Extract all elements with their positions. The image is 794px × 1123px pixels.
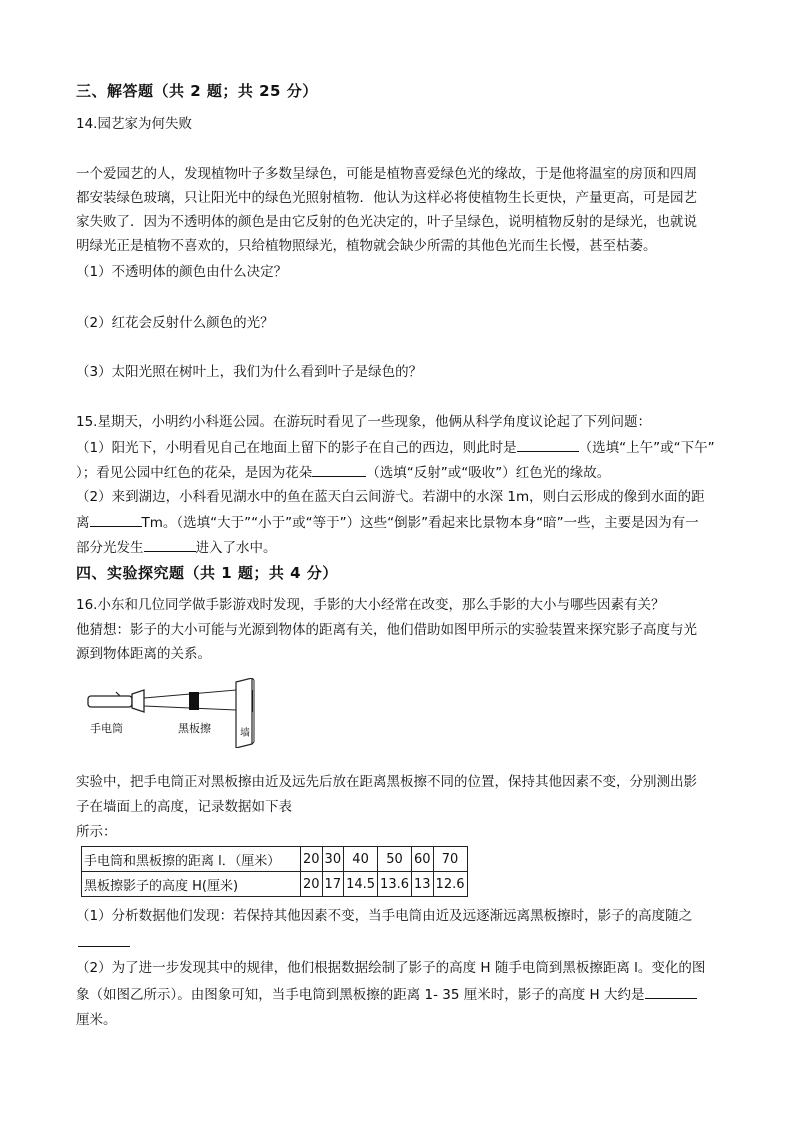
answer-blank[interactable] (645, 984, 697, 999)
q15-line2-text: ）；看见公园中红色的花朵，是因为花朵 (76, 465, 313, 481)
answer-blank[interactable] (312, 462, 366, 477)
answer-blank[interactable] (517, 437, 579, 452)
label-flashlight: 手电筒 (90, 722, 123, 735)
flashlight-body (88, 696, 132, 707)
table-cell: 20 (301, 847, 323, 872)
q16-line5: 子在墙面上的高度，记录数据如下表 (76, 799, 292, 815)
q14-para-line: 一个爱园艺的人，发现植物叶子多数呈绿色，可能是植物喜爱绿色光的缘故，于是他将温室的房顶和四周 (76, 166, 697, 182)
q15-line4-text: 离 (76, 515, 90, 531)
q16-line4: 实验中，把手电筒正对黑板擦由近及远先后放在距离黑板擦不同的位置，保持其他因素不变，分别测出影 (76, 774, 697, 790)
table-cell: 30 (322, 847, 344, 872)
q15-line3: （2）来到湖边，小科看见湖水中的鱼在蓝天白云间游弋。若湖中的水深 1m，则白云形成的像到水面的距 (76, 489, 705, 505)
q14-para-line: 家失败了．因为不透明体的颜色是由它反射的色光决定的，叶子呈绿色，说明植物反射的是绿光，也就说 (76, 214, 697, 230)
q14-sub3: （3）太阳光照在树叶上，我们为什么看到叶子是绿色的？ (76, 364, 423, 380)
q15-intro: 15.星期天，小明约小科逛公园。在游玩时看见了一些现象，他俩从科学角度议论起了下列问题： (76, 414, 651, 430)
q16-sub2-line1: （2）为了进一步发现其中的规律，他们根据数据绘制了影子的高度 H 随手电筒到黑板擦距离 l。变化的图 (76, 960, 706, 976)
table-cell: 20 (301, 872, 323, 897)
q14-title: 14.园艺家为何失败 (76, 116, 192, 132)
table-row-label: 黑板擦影子的高度 H(厘米) (82, 872, 301, 897)
table-cell: 17 (322, 872, 344, 897)
q16-line6: 所示： (76, 824, 117, 840)
answer-blank[interactable] (144, 537, 196, 552)
q15-line5-rest: 进入了水中。 (195, 540, 277, 556)
table-cell: 13.6 (378, 872, 412, 897)
q16-sub2-line2 (76, 984, 697, 1005)
table-row (82, 872, 468, 897)
q16-sub2-line3: 厘米。 (76, 1012, 117, 1028)
q15-line4-rest: Tm。（选填“大于”“小于”或“等于”）这些“倒影”看起来比景物本身“暗”一些，主要是因为有一 (141, 515, 699, 531)
table-cell: 70 (433, 847, 467, 872)
answer-blank[interactable] (90, 512, 142, 527)
q15-line5 (76, 537, 277, 558)
q16-line3: 源到物体距离的关系。 (76, 646, 211, 662)
section-4-title: 四、实验探究题（共 1 题；共 4 分） (76, 564, 338, 582)
q14-para-line: 都安装绿色玻璃，只让阳光中的绿色光照射植物．他认为这样必将使植物生长更快，产量更高，可是园艺 (76, 190, 697, 206)
label-wall: 墙 (240, 728, 250, 739)
q16-line2: 他猜想：影子的大小可能与光源到物体的距离有关，他们借助如图甲所示的实验装置来探究影子高度与光 (76, 622, 697, 638)
experiment-figure (86, 678, 282, 748)
q15-line5-text: 部分光发生 (76, 540, 144, 556)
flashlight-head (132, 690, 144, 712)
q15-line1 (76, 437, 715, 458)
eraser-block (189, 692, 199, 710)
table-cell: 60 (412, 847, 434, 872)
q15-line4 (76, 512, 699, 533)
q15-line1-option: （选填“上午”或“下午” (578, 440, 715, 456)
label-eraser: 黑板擦 (178, 722, 211, 735)
section-3-title: 三、解答题（共 2 题；共 25 分） (76, 82, 318, 100)
q16-line1: 16.小东和几位同学做手影游戏时发现，手影的大小经常在改变，那么手影的大小与哪些因素有关？ (76, 597, 665, 613)
table-cell: 14.5 (344, 872, 378, 897)
table-cell: 40 (344, 847, 378, 872)
table-cell: 13 (412, 872, 434, 897)
q15-line2-option: （选填“反射”或“吸收”）红色光的缘故。 (366, 465, 611, 481)
q15-line1-text: （1）阳光下，小明看见自己在地面上留下的影子在自己的西边，则此时是 (76, 440, 517, 456)
q15-line2 (76, 462, 610, 483)
table-row (82, 847, 468, 872)
q14-sub2: （2）红花会反射什么颜色的光？ (76, 315, 274, 331)
q16-sub2-line2-text: 象（如图乙所示）。由图象可知，当手电筒到黑板擦的距离 1- 35 厘米时，影子的高度 H 大约是 (76, 987, 645, 1003)
table-row-label: 手电筒和黑板擦的距离 l．（厘米） (82, 847, 301, 872)
answer-blank[interactable] (78, 946, 130, 947)
q14-sub1: （1）不透明体的颜色由什么决定？ (76, 264, 288, 280)
data-table (81, 846, 468, 897)
table-cell: 12.6 (433, 872, 467, 897)
q16-sub1: （1）分析数据他们发现：若保持其他因素不变，当手电筒由近及远逐渐远离黑板擦时，影子的高度随之 (76, 908, 693, 924)
q14-para-line: 明绿光正是植物不喜欢的，只给植物照绿光，植物就会缺少所需的其他色光而生长慢，甚至枯萎。 (76, 238, 657, 254)
table-cell: 50 (378, 847, 412, 872)
